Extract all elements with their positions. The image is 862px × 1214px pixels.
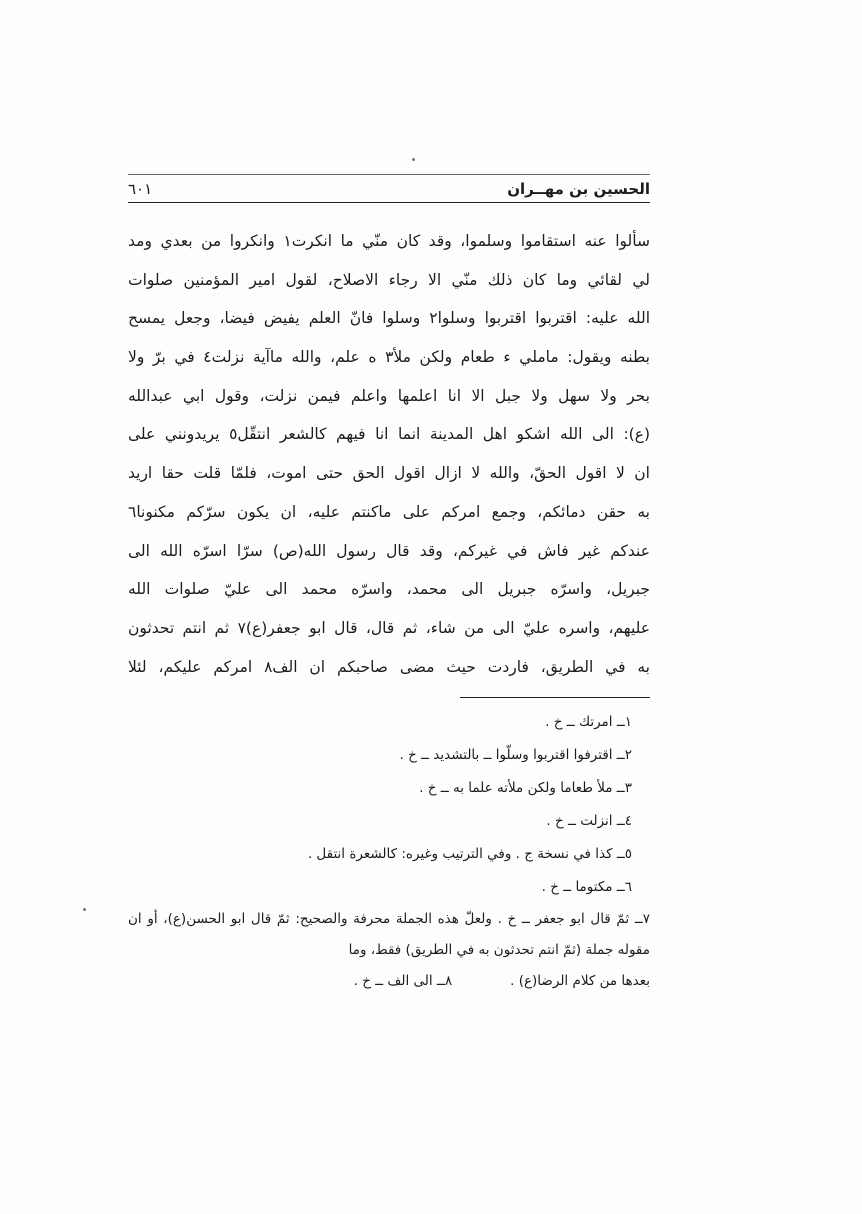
running-title: الحسين بن مهــران (507, 180, 650, 198)
main-text (128, 222, 650, 686)
footnote-separator (460, 697, 650, 698)
text-line: الله عليه: اقتربوا اقتربوا وسلوا٢ وسلوا فانّ العلم يفيض فيضا، وجعل يمسح (128, 309, 650, 328)
footnote: ٢ــ اقترفوا اقتربوا وسلّوا ــ بالتشديد ــ خ . (399, 747, 632, 763)
text-line: جبريل، واسرّه جبريل الى محمد، واسرّه محمد الى عليّ صلوات الله (128, 580, 650, 599)
text-line: لي لقائي وما كان ذلك منّي الا رجاء الاصلاح، لقول امير المؤمنين صلوات (128, 270, 650, 289)
header-thin-rule (128, 174, 650, 175)
text-line: ان لا اقول الحقّ، والله لا ازال اقول الحق حتى اموت، فلمّا قلت حقا اريد (128, 464, 650, 483)
footnote-7: ٧ــ ثمّ قال ابو جعفر ــ خ . ولعلّ هذه الجملة محرفة والصحيح: ثمّ قال ابو الحسن(ع)، أو ان مقوله جملة (ثمّ انتم تحدثون به في الطريق) فقط، وما (128, 911, 650, 958)
footnote: ٤ــ انزلت ــ خ . (546, 813, 632, 829)
footnote: ٣ــ ملأ طعاما ولكن ملأته علما به ــ خ . (419, 780, 632, 796)
footnote-8: ٨ــ الى الف ــ خ . (353, 973, 453, 989)
header-rule (128, 202, 650, 203)
footnote: ٦ــ مكتوما ــ خ . (541, 879, 632, 895)
text-line: بطنه ويقول: ماملي ء طعام ولكن ملأ٣ ه علم، والله ماآية نزلت٤ في برّ ولا (128, 348, 650, 367)
footnotes (128, 706, 650, 997)
text-line: عليهم، واسره عليّ الى من شاء، ثم قال، قال ابو جعفر(ع)٧ ثم انتم تحدثون (128, 618, 650, 637)
footnote: ٥ــ كذا في نسخة ج . وفي الترتيب وغيره: كالشعرة انتقل . (307, 846, 632, 862)
footnote-7-end: بعدها من كلام الرضا(ع) . (510, 973, 650, 989)
scan-speck (412, 158, 415, 161)
text-line: به حقن دمائكم، وجمع امركم على ماكنتم عليه، ان يكون سرّكم مكنونا٦ (128, 502, 650, 521)
scan-speck (83, 908, 86, 911)
footnote-last-row (128, 966, 650, 997)
page-header (128, 176, 650, 202)
text-line: سألوا عنه استقاموا وسلموا، وقد كان منّي ما انكرت١ وانكروا من بعدي ومد (128, 232, 650, 250)
text-line: به في الطريق، فاردت حيث مضى صاحبكم ان الف٨ امركم عليكم، لئلا (128, 657, 650, 676)
text-line: عندكم غير فاش في غيركم، وقد قال رسول الله(ص) سرّا اسرّه الله الى (128, 541, 650, 560)
footnote: ١ــ امرتك ــ خ . (545, 714, 632, 730)
page-number: ٦٠١ (128, 180, 153, 198)
text-line: (ع): الى الله اشكو اهل المدينة انما انا فيهم كالشعر انتقّل٥ يريدونني على (128, 425, 650, 444)
text-line: بحر ولا سهل ولا جبل الا انا اعلمها واعلم فيمن نزلت، وقول ابي عبدالله (128, 386, 650, 405)
